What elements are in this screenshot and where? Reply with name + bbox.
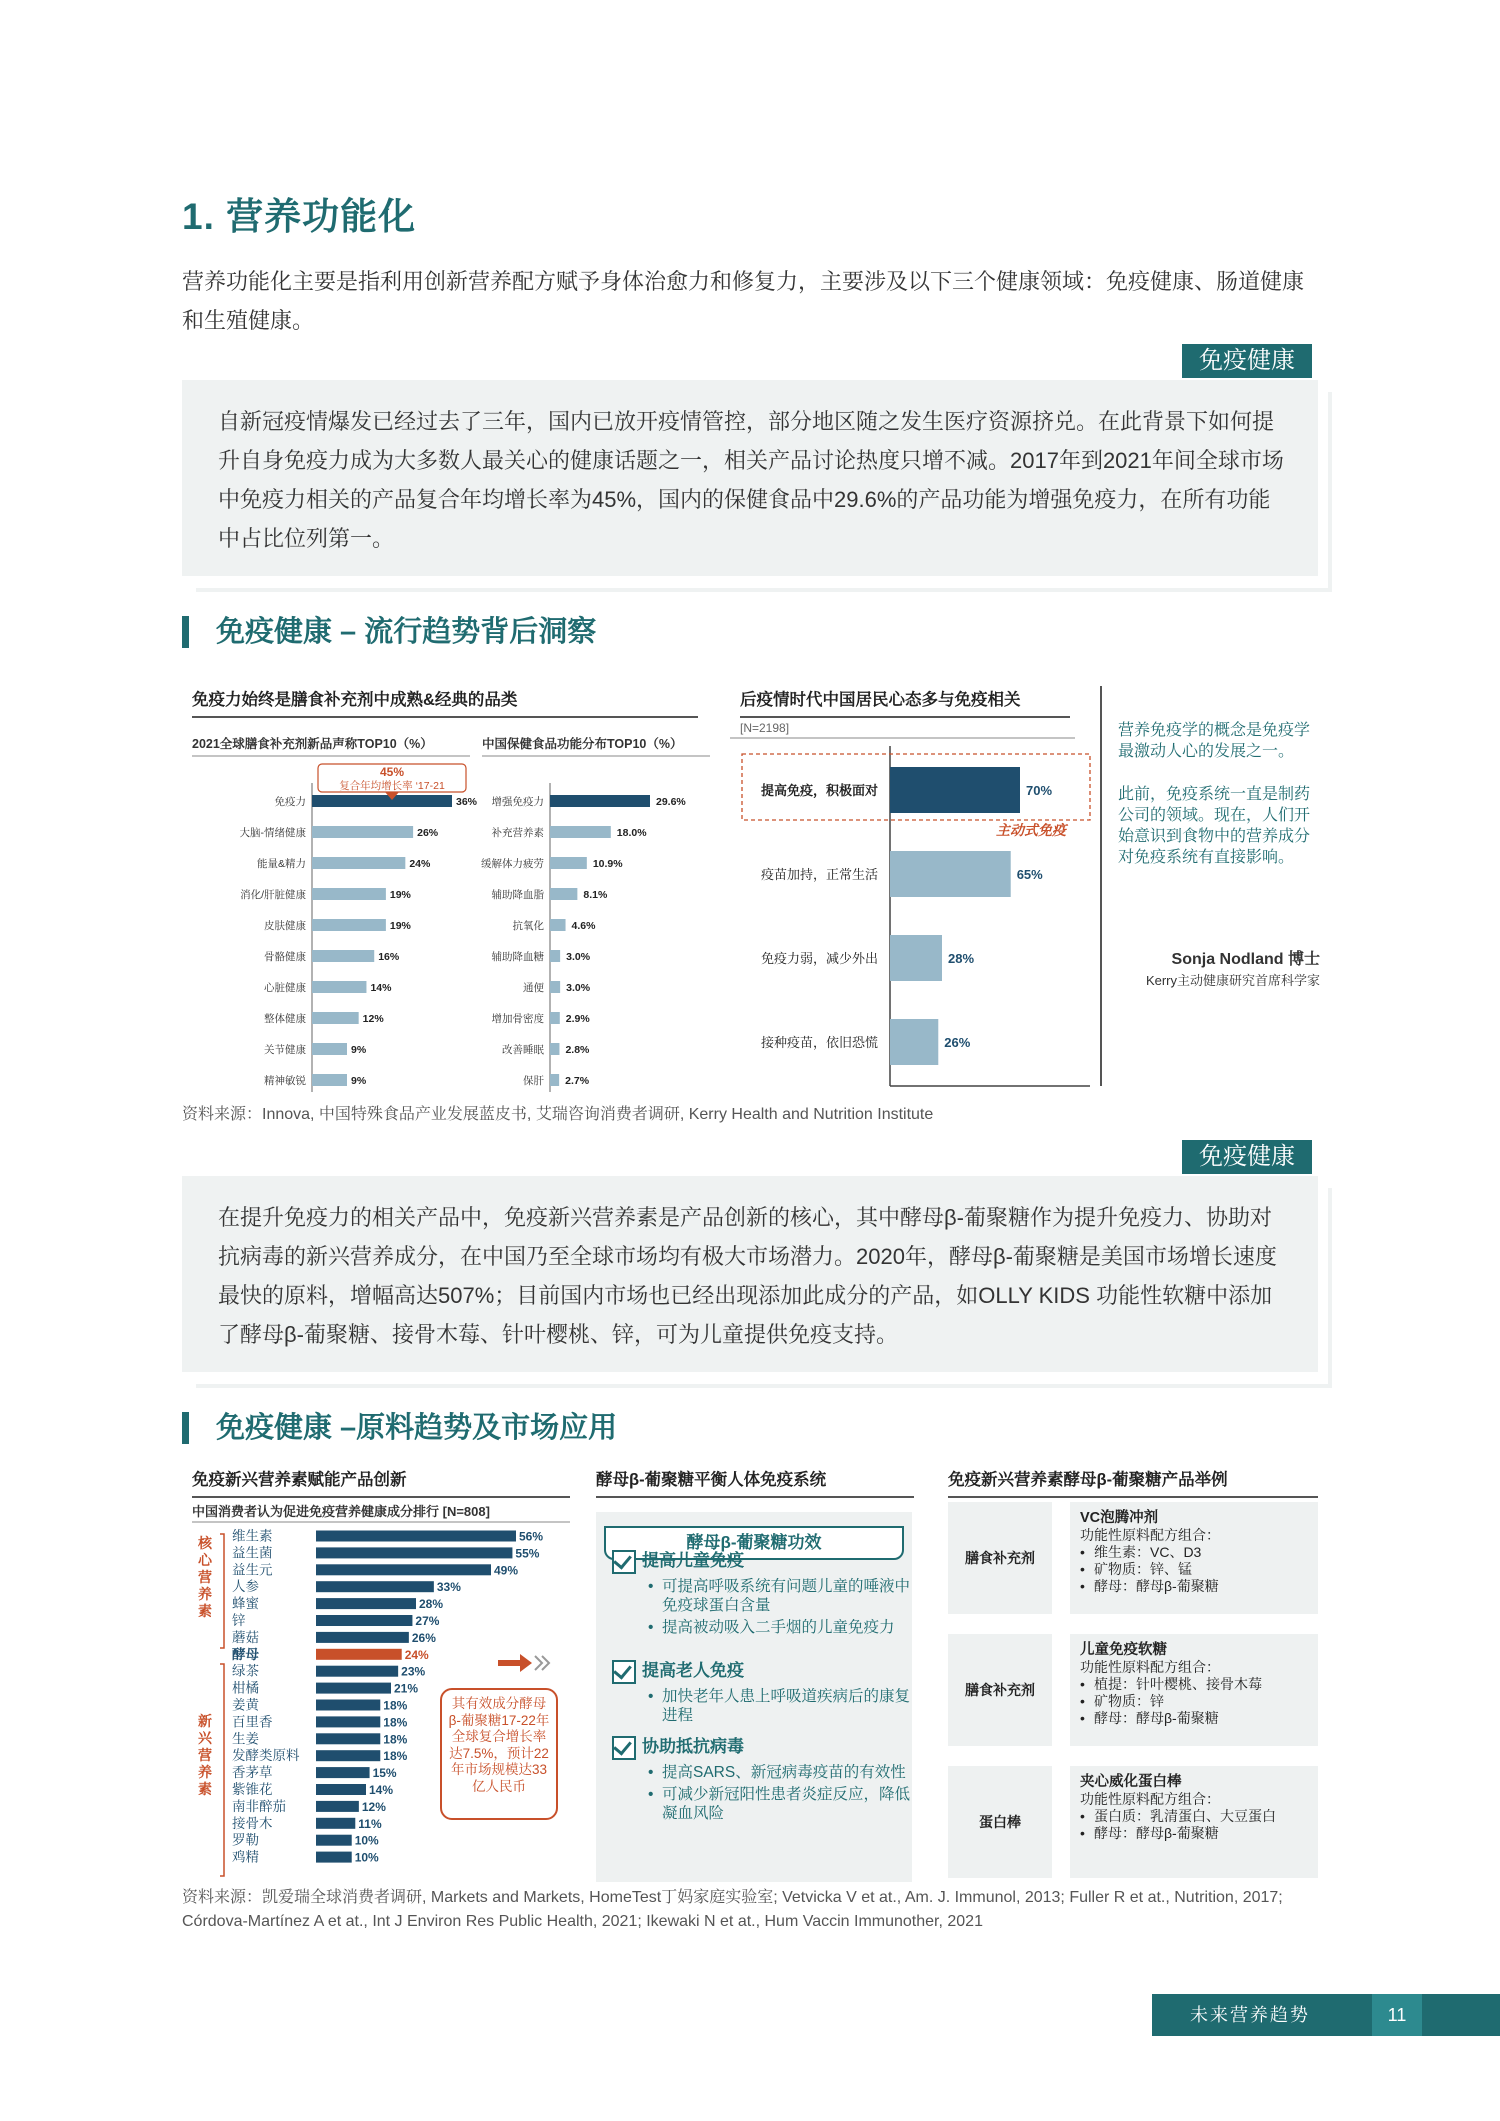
chart-b-value: 3.0% [566,982,591,994]
product-ingredient: • 植提：针叶樱桃、接骨木莓 [1080,1676,1318,1693]
chart-c-bar [316,1581,434,1592]
chart-mindset-bar [890,851,1011,897]
intro-paragraph: 营养功能化主要是指利用创新营养配方赋予身体治愈力和修复力，主要涉及以下三个健康领域：免疫健康、肠道健康和生殖健康。 [182,269,1305,333]
product-category: 蛋白棒 [948,1766,1052,1878]
chart-b-bar [550,795,650,807]
chart-b-category: 增强免疫力 [491,796,544,808]
chart-mindset-category: 疫苗加持，正常生活 [760,867,878,882]
chart-mindset-bar [890,767,1020,813]
benefit-bullet: • 加快老年人患上呼吸道疾病后的康复进程 [648,1687,910,1725]
annotation-sub: 复合年均增长率 ‘17-21 [339,780,445,792]
chart-a-value: 9% [351,1075,367,1087]
group-core-char: 核 [198,1535,212,1551]
chart-mindset-category: 接种疫苗，依旧恐慌 [760,1035,878,1050]
chart-a-bar [312,950,374,962]
source-2: 资料来源：凯爱瑞全球消费者调研, Markets and Markets, HomeTest丁妈家庭实验室; Vetvicka V et at., Am. J. Immunol, 2013; Fuller R et at., Nutrition, 2017; Córdova-Martínez A et at., Int J Environ Res Public Health, 2021; Ikewaki N et at., Hum Vaccin Immunother, 2021 [182,1889,1283,1930]
chart-a-value: 19% [389,889,411,901]
chart-c-bar [316,1852,352,1863]
product-formula-label: 功能性原料配方组合： [1080,1791,1220,1807]
product-detail [1070,1634,1318,1746]
chart-c-value: 27% [415,1614,440,1628]
group-new-char: 新 [198,1713,212,1729]
chart-sample-size: [N=2198] [740,721,790,735]
chart-b-value: 8.1% [583,889,608,901]
chart-a-bar [312,981,366,993]
product-name: 儿童免疫软糖 [1080,1642,1167,1658]
chart-c-category: 百里香 [232,1714,273,1730]
footer-text: 未来营养趋势 [1190,2005,1310,2025]
chart-c-value: 11% [358,1816,382,1831]
chart-b-bar [550,857,587,869]
immune-info-box-2: 在提升免疫力的相关产品中，免疫新兴营养素是产品创新的核心，其中酵母β-葡聚糖作为提升免疫力、协助对抗病毒的新兴营养成分，在中国乃至全球市场均有极大市场潜力。2020年，酵母β-葡聚糖是美国市场增长速度最快的原料，增幅高达507%；目前国内市场也已经出现添加此成分的产品，如OLLY KIDS 功能性软糖中添加了酵母β-葡聚糖、接骨木莓、针叶樱桃、锌，可为儿童提供免疫支持。 [182,1176,1318,1372]
chart-c-category: 酵母 [232,1646,259,1662]
chart-c-bar [316,1649,402,1660]
chart-a-category: 大脑-情绪健康 [239,827,306,839]
chart-a-bar [312,795,452,807]
chart-b-category: 辅助降血脂 [491,889,544,901]
chart-c-value: 55% [515,1546,540,1561]
chart-a-bar [312,1043,347,1055]
group-core-char: 心 [198,1552,212,1568]
product-ingredient: • 酵母：酵母β-葡聚糖 [1080,1825,1318,1842]
chart-c-category: 益生元 [232,1562,273,1578]
chart-b-bar [550,1074,559,1086]
chart-c-bar [316,1598,416,1609]
product-ingredient: • 酵母：酵母β-葡聚糖 [1080,1710,1318,1727]
chart-c-bar [316,1801,359,1812]
chart-c-category: 发酵类原料 [232,1748,300,1764]
chart-c-category: 南非醉茄 [232,1798,286,1814]
chart-b-value: 3.0% [566,951,591,963]
chart-a-value: 16% [378,951,400,963]
product-ingredient: • 维生素：VC、D3 [1080,1544,1318,1561]
quote-text: 营养免疫学的概念是免疫学最激动人心的发展之一。 此前，免疫系统一直是制药公司的领域。现在，人们开始意识到食物中的营养成分对免疫系统有直接影响。 [1118,722,1311,866]
product-detail [1070,1502,1318,1614]
chart-b-value: 2.7% [565,1075,590,1087]
chart-c-value: 24% [404,1647,429,1662]
chart-a-bar [312,1012,359,1024]
highlight-label: 主动式免疫 [996,822,1066,838]
col1-title: 免疫新兴营养素赋能产品创新 [192,1466,570,1498]
chart-mindset-value: 26% [944,1035,971,1050]
chart-c-category: 蘑菇 [232,1629,259,1645]
chart-mindset-category: 提高免疫，积极面对 [760,783,878,798]
benefit-bullet: • 提高SARS、新冠病毒疫苗的有效性 [648,1763,910,1782]
col3-title: 免疫新兴营养素酵母β-葡聚糖产品举例 [948,1466,1318,1498]
product-formula-label: 功能性原料配方组合： [1080,1527,1220,1543]
chart-c-category: 人参 [232,1579,259,1595]
chart-b-bar [550,950,560,962]
chart-c-bar [316,1818,355,1829]
benefit-item [610,1548,910,1637]
tag-immune-2: 免疫健康 [1182,1140,1312,1174]
benefit-bullet: • 可减少新冠阳性患者炎症反应，降低凝血风险 [648,1785,910,1823]
chart-c-category: 益生菌 [232,1545,273,1561]
benefit-item [610,1658,910,1725]
chart-b-bar [550,981,560,993]
chart-b-value: 10.9% [592,858,623,870]
chart-c-value: 23% [401,1664,426,1679]
chart-c-category: 姜黄 [232,1697,259,1713]
chart-c-value: 18% [383,1698,408,1713]
chart-mindset-bar [890,1019,938,1065]
chart-a-value: 12% [362,1013,384,1025]
chart-b-subtitle: 中国保健食品功能分布TOP10（%） [482,737,683,751]
product-ingredient: • 蛋白质：乳清蛋白、大豆蛋白 [1080,1808,1318,1825]
chart-c-value: 18% [383,1749,408,1764]
immune-info-box-1: 自新冠疫情爆发已经过去了三年，国内已放开疫情管控，部分地区随之发生医疗资源挤兑。在此背景下如何提升自身免疫力成为大多数人最关心的健康话题之一，相关产品讨论热度只增不减。2017年到2021年间全球市场中免疫力相关的产品复合年均增长率为45%，国内的保健食品中29.6%的产品功能为增强免疫力，在所有功能中占比位列第一。 [182,380,1318,576]
chart-b-value: 29.6% [656,796,686,808]
panel-title: 酵母β-葡聚糖功效 [604,1526,904,1560]
quote-author: Sonja Nodland 博士 [1171,951,1320,968]
chart-c-category: 鸡精 [232,1849,259,1865]
chart-a-value: 14% [370,982,392,994]
product-category: 膳食补充剂 [948,1634,1052,1746]
chart-c-bar [316,1683,391,1694]
group-new-char: 素 [198,1781,212,1797]
chart-a-value: 26% [417,827,439,839]
chart-c-bar [316,1835,352,1846]
group-new-bracket [220,1664,224,1876]
group-core-char: 素 [198,1603,212,1619]
page-number: 11 [1372,1994,1422,2036]
callout-yeast: 其有效成分酵母β-葡聚糖17-22年全球复合增长率达7.5%，预计22年市场规模达33亿人民币 [440,1688,558,1820]
checkbox-icon-heading: 提高老人免疫 [610,1658,910,1684]
product-ingredient: • 矿物质：锌 [1080,1693,1318,1710]
chart-c-bar [316,1716,380,1727]
chart-c-bar [316,1632,409,1643]
chart-b-category: 增加骨密度 [491,1013,544,1025]
chart-b-bar [550,1012,560,1024]
chart-c-value: 10% [354,1833,379,1848]
group-core-char: 养 [198,1586,212,1602]
col2-title: 酵母β-葡聚糖平衡人体免疫系统 [596,1466,914,1498]
chart-b-category: 通便 [523,982,544,994]
chart-b-category: 缓解体力疲劳 [481,858,544,870]
chart-left-title: 免疫力始终是膳食补充剂中成熟&经典的品类 [192,686,698,718]
chart-mindset-bar [890,935,942,981]
product-name: VC泡腾冲剂 [1080,1510,1159,1526]
chart-b-value: 4.6% [571,920,596,932]
divider [1100,686,1102,1086]
chart-b-bar [550,888,577,900]
chart-c-bar [316,1666,398,1677]
chart-a-bar [312,888,386,900]
chart-a-value: 19% [389,920,411,932]
chart-c-bar [316,1767,370,1778]
section-title-trend: 免疫健康 – 流行趋势背后洞察 [182,614,596,650]
chart-c-bar [316,1733,380,1744]
chart-c-bar [316,1564,491,1575]
tag-immune-1: 免疫健康 [1182,344,1312,378]
chart-c-category: 香茅草 [232,1765,273,1781]
chart-c-value: 56% [519,1529,544,1544]
chart-a-bar [312,919,386,931]
chart-c-bar [316,1700,380,1711]
quote-role: Kerry主动健康研究首席科学家 [1145,973,1320,988]
chart-c-value: 18% [383,1715,408,1730]
chart-b-category: 抗氧化 [512,920,544,932]
chart-c-bar [316,1750,380,1761]
chart-c-category: 紫锥花 [232,1782,273,1797]
chart-a-bar [312,1074,347,1086]
chart-global-supplement [180,716,720,1096]
chart-c-bar [316,1784,366,1795]
arrow-icon [498,1654,532,1672]
chart-c-category: 罗勒 [232,1832,259,1848]
chart-a-category: 皮肤健康 [264,920,306,932]
chart-b-category: 保肝 [523,1075,544,1087]
chart-c-bar [316,1531,516,1542]
page-heading: 1. 营养功能化 [182,196,417,237]
product-detail [1070,1766,1318,1878]
chart-a-bar [312,857,405,869]
group-new-char: 兴 [198,1730,212,1746]
section-title-ingredients: 免疫健康 –原料趋势及市场应用 [182,1410,617,1446]
chart-a-category: 精神敏锐 [264,1075,306,1087]
source-1: 资料来源：Innova, 中国特殊食品产业发展蓝皮书, 艾瑞咨询消费者调研, Kerry Health and Nutrition Institute [182,1106,934,1123]
chart-a-category: 整体健康 [264,1013,306,1025]
chart-c-category: 接骨木 [232,1815,273,1831]
checkbox-icon-heading: 协助抵抗病毒 [610,1734,910,1760]
product-ingredient: • 酵母：酵母β-葡聚糖 [1080,1578,1318,1595]
chart-a-category: 关节健康 [264,1044,306,1056]
chart-b-bar [550,919,566,931]
chevron-right-icon [535,1656,542,1670]
benefit-item [610,1734,910,1823]
chart-right-title: 后疫情时代中国居民心态多与免疫相关 [740,686,1070,718]
chart-c-value: 14% [369,1783,394,1797]
chart-c-category: 蜂蜜 [232,1596,259,1612]
product-row [948,1766,1318,1878]
group-new-char: 养 [198,1764,212,1780]
product-row [948,1634,1318,1746]
chart-c-bar [316,1547,512,1558]
chart-mindset-value: 70% [1026,783,1053,798]
chart-b-value: 18.0% [616,827,647,839]
chart-a-category: 消化/肝脏健康 [240,889,306,901]
chart-c-category: 维生素 [232,1528,273,1544]
chart-b-value: 2.8% [565,1044,590,1056]
chart-b-category: 补充营养素 [491,827,544,839]
chart-b-bar [550,1043,559,1055]
chart-c-value: 26% [411,1630,436,1645]
chart-c-category: 绿茶 [232,1663,259,1679]
benefit-bullet: • 提高被动吸入二手烟的儿童免疫力 [648,1618,910,1637]
chart-c-value: 28% [419,1597,444,1612]
chart-a-bar [312,826,413,838]
product-name: 夹心威化蛋白棒 [1080,1774,1182,1790]
chart-mindset-category: 免疫力弱，减少外出 [760,951,878,966]
chart-c-category: 生姜 [232,1731,259,1747]
chart-c-category: 锌 [232,1613,246,1628]
chart-c-value: 33% [436,1580,461,1595]
product-row [948,1502,1318,1614]
benefit-bullet: • 可提高呼吸系统有问题儿童的唾液中免疫球蛋白含量 [648,1577,910,1615]
chart-a-subtitle: 2021全球膳食补充剂新品声称TOP10（%） [192,737,433,751]
chart-c-bar [316,1615,412,1626]
chart-mindset [730,716,1100,1096]
chart-c-value: 49% [494,1563,519,1578]
chart-mindset-value: 65% [1016,867,1043,882]
chart-a-category: 免疫力 [274,796,306,808]
checkbox-icon-heading: 提高儿童免疫 [610,1548,910,1574]
chart-b-value: 2.9% [565,1013,590,1025]
product-category: 膳食补充剂 [948,1502,1052,1614]
chart-b-bar [550,826,611,838]
chart-a-category: 心脏健康 [264,982,306,994]
chart-c-subtitle: 中国消费者认为促进免疫营养健康成分排行 [N=808] [192,1504,490,1519]
chart-c-value: 12% [361,1799,386,1814]
chart-b-category: 辅助降血糖 [491,951,544,963]
group-core-char: 营 [198,1569,212,1585]
chart-a-value: 9% [351,1044,367,1056]
chart-a-category: 能量&精力 [256,858,306,870]
chart-c-value: 21% [394,1681,419,1696]
group-core-bracket [220,1534,224,1648]
chart-b-category: 改善睡眠 [502,1044,544,1056]
footer-bar [1152,1994,1500,2036]
chart-a-category: 骨骼健康 [264,951,306,963]
chart-c-value: 15% [372,1766,397,1781]
product-formula-label: 功能性原料配方组合： [1080,1659,1220,1675]
annotation-value: 45% [379,765,405,779]
product-ingredient: • 矿物质：锌、锰 [1080,1561,1318,1578]
chart-c-category: 柑橘 [232,1680,259,1696]
chart-a-value: 24% [409,858,431,870]
chart-c-value: 18% [383,1732,408,1747]
chart-mindset-value: 28% [948,951,975,966]
chart-a-value: 36% [456,796,478,808]
group-new-char: 营 [198,1747,212,1763]
chart-c-value: 10% [354,1850,379,1865]
